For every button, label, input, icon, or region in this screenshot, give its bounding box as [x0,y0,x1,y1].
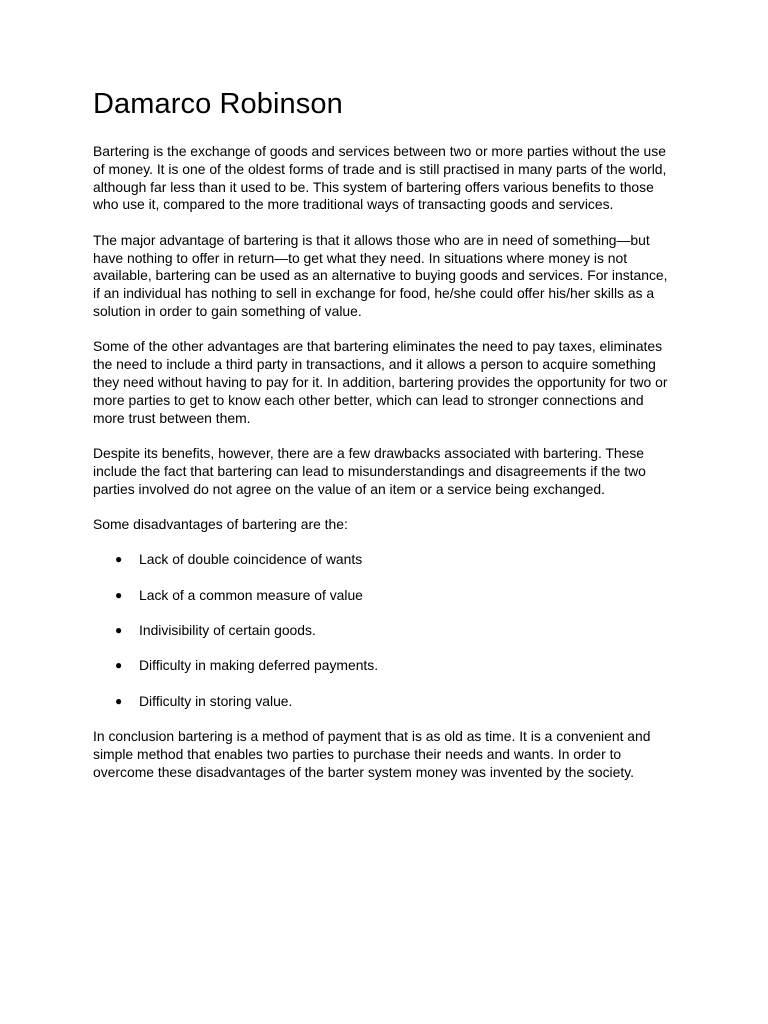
bullet-icon: ● [115,552,123,567]
bullet-icon: ● [115,587,123,602]
list-item [93,551,678,569]
bullet-icon: ● [115,693,123,708]
disadvantages-list [93,551,678,710]
paragraph-major-advantage: The major advantage of bartering is that it allows those who are in need of something—but have nothing to offer in return—to get what they need. In situations where money is not available, bartering can be used as an alternative to buying goods and services. For instance, if an individual has nothing to sell in exchange for food, he/she could offer his/her skills as a solution in order to gain something of value. [93,231,668,319]
list-item [93,693,678,711]
list-item [93,622,678,640]
paragraph-intro: Bartering is the exchange of goods and services between two or more parties without the use of money. It is one of the oldest forms of trade and is still practised in many parts of the world, although far less than it used to be. This system of bartering offers various benefits to those who use it, compared to the more traditional ways of transacting goods and services. [93,143,667,213]
document-page [93,86,678,799]
list-item-text: Lack of double coincidence of wants [139,551,363,568]
bullet-icon: ● [115,623,123,638]
list-item [93,657,678,675]
list-item [93,587,678,605]
paragraph-drawbacks: Despite its benefits, however, there are a few drawbacks associated with bartering. These include the fact that bartering can lead to misunderstandings and disagreements if the two parties involved do not agree on the value of an item or a service being exchanged. [93,444,646,497]
list-item-text: Indivisibility of certain goods. [139,622,316,639]
paragraph-disadvantages-lead: Some disadvantages of bartering are the: [93,515,348,532]
document-title: Damarco Robinson [93,88,343,120]
paragraph-other-advantages: Some of the other advantages are that bartering eliminates the need to pay taxes, eliminates the need to include a third party in transactions, and it allows a person to acquire something they need without having to pay for it. In addition, bartering provides the opportunity for two or more parties to get to know each other better, which can lead to stronger connections and more trust between them. [93,338,668,426]
list-item-text: Difficulty in storing value. [139,692,293,709]
list-item-text: Lack of a common measure of value [139,586,363,603]
bullet-icon: ● [115,658,123,673]
list-item-text: Difficulty in making deferred payments. [139,657,379,674]
paragraph-conclusion: In conclusion bartering is a method of payment that is as old as time. It is a convenient and simple method that enables two parties to purchase their needs and wants. In order to overcome these disadvantages of the barter system money was invented by the society. [93,728,651,780]
